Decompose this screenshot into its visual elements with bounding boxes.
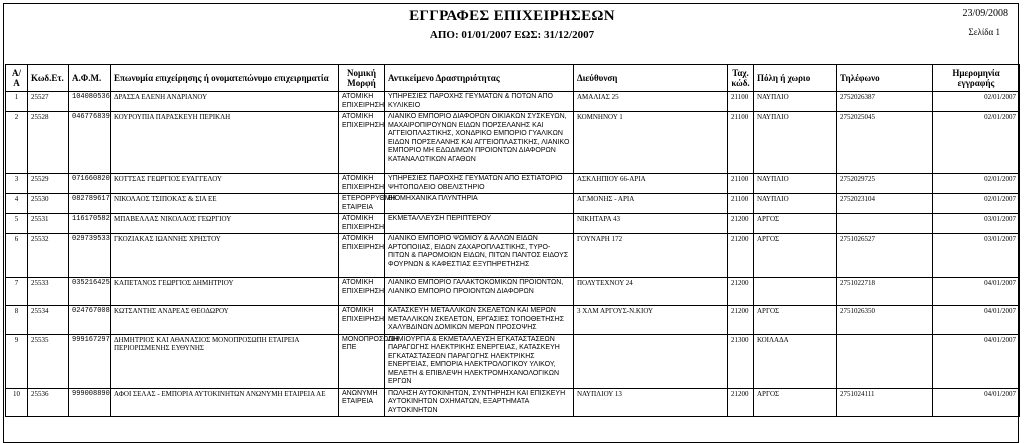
cell-aa: 9 bbox=[6, 334, 28, 388]
cell-address: ΑΓ.ΜΟΝΗΣ - ΑΡΙΑ bbox=[574, 194, 728, 214]
table-row bbox=[6, 388, 1020, 417]
cell-code: 25530 bbox=[28, 194, 69, 214]
col-header-aa: Α/Α bbox=[6, 65, 28, 92]
cell-name: ΚΟΤΤΣΑΣ ΓΕΩΡΓΙΟΣ ΕΥΑΓΓΕΛΟΥ bbox=[111, 174, 339, 194]
cell-activity: ΛΙΑΝΙΚΟ ΕΜΠΟΡΙΟ ΓΑΛΑΚΤΟΚΟΜΙΚΩΝ ΠΡΟΙΟΝΤΩΝ, ΛΙΑΝΙΚΟ ΕΜΠΟΡΙΟ ΠΡΟΙΟΝΤΩΝ ΔΙΑΦΟΡΩΝ bbox=[385, 278, 574, 306]
cell-activity: ΔΗΜΙΟΥΡΓΙΑ & ΕΚΜΕΤΑΛΛΕΥΣΗ ΕΓΚΑΤΑΣΤΑΣΕΩΝ ΠΑΡΑΓΩΓΗΣ ΗΛΕΚΤΡΙΚΗΣ ΕΝΕΡΓΕΙΑΣ, ΚΑΤΑΣΚΕΥΗ ΕΓΚΑΤΑΣΤΑΣΕΩΝ ΠΑΡΑΓΩΓΗΣ ΗΛΕΚΤΡΙΚΗΣ ΕΝΕΡΓΕΙΑΣ, ΕΜΠΟΡΙΑ ΗΛΕΚΤΡΟΛΟΓΙΚΟΥ ΥΛΙΚΟΥ, ΜΕΛΕΤΗ & ΕΠΙΒΛΕΨΗ ΗΛΕΚΤΡΟΜΗΧΑΝΟΛΟΓΙΚΩΝ ΕΡΓΩΝ bbox=[385, 334, 574, 388]
cell-aa: 2 bbox=[6, 112, 28, 174]
col-header-activity: Αντικείμενο Δραστηριότητας bbox=[385, 65, 574, 92]
report-date-range: ΑΠΟ: 01/01/2007 ΕΩΣ: 31/12/2007 bbox=[429, 29, 595, 41]
col-header-phone: Τηλέφωνο bbox=[837, 65, 933, 92]
cell-activity: ΥΠΗΡΕΣΙΕΣ ΠΑΡΟΧΗΣ ΓΕΥΜΑΤΩΝ & ΠΟΤΩΝ ΑΠΟ ΚΥΛΙΚΕΙΟ bbox=[385, 92, 574, 112]
cell-aa: 7 bbox=[6, 278, 28, 306]
cell-afm: 024767008 bbox=[69, 306, 111, 335]
cell-zip: 21200 bbox=[728, 278, 754, 306]
cell-name: ΚΟΥΡΟΥΠΙΑ ΠΑΡΑΣΚΕΥΗ ΠΕΡΙΚΛΗ bbox=[111, 112, 339, 174]
col-header-zip: Ταχ. κώδ. bbox=[728, 65, 754, 92]
cell-address: ΓΟΥΝΑΡΗ 172 bbox=[574, 234, 728, 278]
cell-name: ΓΚΟΖΙΑΚΑΣ ΙΩΑΝΝΗΣ ΧΡΗΣΤΟΥ bbox=[111, 234, 339, 278]
cell-address: ΚΟΜΝΗΝΟΥ 1 bbox=[574, 112, 728, 174]
cell-phone: 2751026527 bbox=[837, 234, 933, 278]
cell-code: 25534 bbox=[28, 306, 69, 335]
cell-legal-form: ΜΟΝΟΠΡΟΣΩΠΗ ΕΠΕ bbox=[339, 334, 385, 388]
cell-zip: 21100 bbox=[728, 194, 754, 214]
cell-address: ΑΣΚΛΗΠΙΟΥ 66-ΑΡΙΑ bbox=[574, 174, 728, 194]
cell-address: 3 ΧΛΜ ΑΡΓΟΥΣ-Ν.ΚΙΟΥ bbox=[574, 306, 728, 335]
cell-legal-form: ΑΤΟΜΙΚΗ ΕΠΙΧΕΙΡΗΣΗ bbox=[339, 234, 385, 278]
cell-code: 25532 bbox=[28, 234, 69, 278]
cell-activity: ΛΙΑΝΙΚΟ ΕΜΠΟΡΙΟ ΔΙΑΦΟΡΩΝ ΟΙΚΙΑΚΩΝ ΣΥΣΚΕΥΩΝ, ΜΑΧΑΙΡΟΠΙΡΟΥΝΩΝ ΕΙΔΩΝ ΠΟΡΣΕΛΑΝΗΣ ΚΑΙ ΑΓΓΕΙΟΠΛΑΣΤΙΚΗΣ, ΧΟΝΔΡΙΚΟ ΕΜΠΟΡΙΟ ΓΥΑΛΙΚΩΝ ΕΙΔΩΝ ΠΟΡΣΕΛΑΝΗΣ ΚΑΙ ΑΓΓΕΙΟΠΛΑΣΤΙΚΗΣ, ΛΙΑΝΙΚΟ ΕΜΠΟΡΙΟ ΜΗ ΕΔΩΔΙΜΩΝ ΠΡΟΙΟΝΤΩΝ ΔΙΑΦΟΡΩΝ ΚΑΤΑΝΑΛΩΤΙΚΩΝ ΑΓΑΘΩΝ bbox=[385, 112, 574, 174]
cell-aa: 8 bbox=[6, 306, 28, 335]
cell-legal-form: ΕΤΕΡΟΡΡΥΘΜΗ ΕΤΑΙΡΕΙΑ bbox=[339, 194, 385, 214]
cell-legal-form: ΑΤΟΜΙΚΗ ΕΠΙΧΕΙΡΗΣΗ bbox=[339, 306, 385, 335]
table-row bbox=[6, 214, 1020, 234]
cell-registration-date: 04/01/2007 bbox=[933, 278, 1020, 306]
cell-address: ΝΙΚΗΤΑΡΑ 43 bbox=[574, 214, 728, 234]
cell-afm: 035216425 bbox=[69, 278, 111, 306]
cell-activity: ΒΙΟΜΗΧΑΝΙΚΑ ΠΛΥΝΤΗΡΙΑ bbox=[385, 194, 574, 214]
col-header-city: Πόλη ή χωριο bbox=[754, 65, 837, 92]
cell-city: ΑΡΓΟΣ bbox=[754, 306, 837, 335]
cell-city: ΑΡΓΟΣ bbox=[754, 214, 837, 234]
cell-zip: 21200 bbox=[728, 388, 754, 417]
cell-zip: 21300 bbox=[728, 334, 754, 388]
cell-zip: 21100 bbox=[728, 112, 754, 174]
table-row bbox=[6, 112, 1020, 174]
cell-phone: 2752023104 bbox=[837, 194, 933, 214]
cell-registration-date: 02/01/2007 bbox=[933, 194, 1020, 214]
cell-address: ΝΑΥΠΛΙΟΥ 13 bbox=[574, 388, 728, 417]
cell-name: ΚΩΤΣΑΝΤΗΣ ΑΝΔΡΕΑΣ ΘΕΟΔΩΡΟΥ bbox=[111, 306, 339, 335]
cell-phone bbox=[837, 214, 933, 234]
table-row bbox=[6, 194, 1020, 214]
cell-city: ΝΑΥΠΛΙΟ bbox=[754, 174, 837, 194]
cell-legal-form: ΑΤΟΜΙΚΗ ΕΠΙΧΕΙΡΗΣΗ bbox=[339, 112, 385, 174]
cell-name: ΔΗΜΗΤΡΙΟΣ ΚΑΙ ΑΘΑΝΑΣΙΟΣ ΜΟΝΟΠΡΟΣΩΠΗ ΕΤΑΙΡΕΙΑ ΠΕΡΙΟΡΙΣΜΕΝΗΣ ΕΥΘΥΝΗΣ bbox=[111, 334, 339, 388]
cell-legal-form: ΑΤΟΜΙΚΗ ΕΠΙΧΕΙΡΗΣΗ bbox=[339, 92, 385, 112]
cell-city: ΚΟΙΛΑΔΑ bbox=[754, 334, 837, 388]
cell-city: ΑΡΓΟΣ bbox=[754, 388, 837, 417]
cell-afm: 071660820 bbox=[69, 174, 111, 194]
cell-registration-date: 02/01/2007 bbox=[933, 112, 1020, 174]
cell-registration-date: 04/01/2007 bbox=[933, 334, 1020, 388]
cell-phone: 2751022718 bbox=[837, 278, 933, 306]
cell-afm: 116170582 bbox=[69, 214, 111, 234]
col-header-address: Διεύθυνση bbox=[574, 65, 728, 92]
cell-legal-form: ΑΤΟΜΙΚΗ ΕΠΙΧΕΙΡΗΣΗ bbox=[339, 174, 385, 194]
cell-phone: 2751026350 bbox=[837, 306, 933, 335]
cell-registration-date: 03/01/2007 bbox=[933, 214, 1020, 234]
table-body bbox=[6, 92, 1020, 417]
cell-city: ΝΑΥΠΛΙΟ bbox=[754, 194, 837, 214]
cell-afm: 999167297 bbox=[69, 334, 111, 388]
cell-afm: 029739533 bbox=[69, 234, 111, 278]
cell-aa: 10 bbox=[6, 388, 28, 417]
cell-afm: 046776839 bbox=[69, 112, 111, 174]
cell-phone: 2751024111 bbox=[837, 388, 933, 417]
cell-phone: 2752026387 bbox=[837, 92, 933, 112]
cell-zip: 21200 bbox=[728, 234, 754, 278]
col-header-legal-form: Νομική Μορφή bbox=[339, 65, 385, 92]
cell-afm: 104080536 bbox=[69, 92, 111, 112]
cell-legal-form: ΑΝΩΝΥΜΗ ΕΤΑΙΡΕΙΑ bbox=[339, 388, 385, 417]
cell-aa: 1 bbox=[6, 92, 28, 112]
col-header-registration-date: Ημερομηνία εγγραφής bbox=[933, 65, 1020, 92]
cell-code: 25535 bbox=[28, 334, 69, 388]
cell-activity: ΛΙΑΝΙΚΟ ΕΜΠΟΡΙΟ ΨΩΜΙΟΥ & ΑΛΛΩΝ ΕΙΔΩΝ ΑΡΤΟΠΟΙΙΑΣ, ΕΙΔΩΝ ΖΑΧΑΡΟΠΛΑΣΤΙΚΗΣ, ΤΥΡΟ-ΠΙΤΩΝ & ΠΑΡΟΜΟΙΩΝ ΕΙΔΩΝ, ΠΙΤΩΝ ΠΑΝΤΟΣ ΕΙΔΟΥΣ ΦΟΥΡΝΩΝ & ΚΑΦΕΣΤΙΑΣ ΕΞΥΠΗΡΕΤΗΣΗΣ bbox=[385, 234, 574, 278]
cell-code: 25536 bbox=[28, 388, 69, 417]
page-number: Σελίδα 1 bbox=[968, 27, 1000, 37]
cell-zip: 21200 bbox=[728, 306, 754, 335]
cell-city: ΝΑΥΠΛΙΟ bbox=[754, 112, 837, 174]
cell-registration-date: 02/01/2007 bbox=[933, 174, 1020, 194]
cell-name: ΝΙΚΟΛΑΟΣ ΤΣΙΠΟΚΑΣ & ΣΙΑ ΕΕ bbox=[111, 194, 339, 214]
cell-aa: 4 bbox=[6, 194, 28, 214]
cell-name: ΚΑΠΕΤΑΝΟΣ ΓΕΩΡΓΙΟΣ ΔΗΜΗΤΡΙΟΥ bbox=[111, 278, 339, 306]
cell-aa: 6 bbox=[6, 234, 28, 278]
col-header-code: Κωδ.Ετ. bbox=[28, 65, 69, 92]
cell-city: ΝΑΥΠΛΙΟ bbox=[754, 92, 837, 112]
report-title: ΕΓΓΡΑΦΕΣ ΕΠΙΧΕΙΡΗΣΕΩΝ bbox=[409, 8, 615, 24]
cell-code: 25529 bbox=[28, 174, 69, 194]
cell-code: 25528 bbox=[28, 112, 69, 174]
table-row bbox=[6, 278, 1020, 306]
cell-address bbox=[574, 334, 728, 388]
table-row bbox=[6, 334, 1020, 388]
cell-address: ΠΟΛΥΤΕΧΝΟΥ 24 bbox=[574, 278, 728, 306]
col-header-afm: Α.Φ.Μ. bbox=[69, 65, 111, 92]
cell-name: ΑΦΟΙ ΣΕΛΑΣ - ΕΜΠΟΡΙΑ ΑΥΤΟΚΙΝΗΤΩΝ ΑΝΩΝΥΜΗ ΕΤΑΙΡΕΙΑ ΑΕ bbox=[111, 388, 339, 417]
cell-registration-date: 04/01/2007 bbox=[933, 388, 1020, 417]
cell-afm: 082789617 bbox=[69, 194, 111, 214]
cell-city bbox=[754, 278, 837, 306]
cell-registration-date: 04/01/2007 bbox=[933, 306, 1020, 335]
table-row bbox=[6, 174, 1020, 194]
print-date: 23/09/2008 bbox=[962, 8, 1008, 19]
cell-zip: 21100 bbox=[728, 174, 754, 194]
cell-aa: 3 bbox=[6, 174, 28, 194]
cell-afm: 999008890 bbox=[69, 388, 111, 417]
cell-legal-form: ΑΤΟΜΙΚΗ ΕΠΙΧΕΙΡΗΣΗ bbox=[339, 278, 385, 306]
table-header-row bbox=[6, 65, 1020, 92]
cell-activity: ΕΚΜΕΤΑΛΛΕΥΣΗ ΠΕΡΙΠΤΕΡΟΥ bbox=[385, 214, 574, 234]
cell-address: ΑΜΑΛΙΑΣ 25 bbox=[574, 92, 728, 112]
col-header-name: Επωνυμία επιχείρησης ή ονοματεπώνυμο επιχειρηματία bbox=[111, 65, 339, 92]
cell-phone: 2752029725 bbox=[837, 174, 933, 194]
cell-aa: 5 bbox=[6, 214, 28, 234]
cell-activity: ΥΠΗΡΕΣΙΕΣ ΠΑΡΟΧΗΣ ΓΕΥΜΑΤΩΝ ΑΠΟ ΕΣΤΙΑΤΟΡΙΟ ΨΗΤΟΠΩΛΕΙΟ ΟΒΕΛΙΣΤΗΡΙΟ bbox=[385, 174, 574, 194]
table-row bbox=[6, 234, 1020, 278]
cell-activity: ΠΩΛΗΣΗ ΑΥΤΟΚΙΝΗΤΩΝ, ΣΥΝΤΗΡΗΣΗ ΚΑΙ ΕΠΙΣΚΕΥΗ ΑΥΤΟΚΙΝΗΤΩΝ ΟΧΗΜΑΤΩΝ, ΕΞΑΡΤΗΜΑΤΑ ΑΥΤΟΚΙΝΗΤΩΝ bbox=[385, 388, 574, 417]
cell-activity: ΚΑΤΑΣΚΕΥΗ ΜΕΤΑΛΛΙΚΩΝ ΣΚΕΛΕΤΩΝ ΚΑΙ ΜΕΡΩΝ ΜΕΤΑΛΛΙΚΩΝ ΣΚΕΛΕΤΩΝ, ΕΡΓΑΣΙΕΣ ΤΟΠΟΘΕΤΗΣΗΣ ΧΑΛΥΒΔΙΝΩΝ ΔΟΜΙΚΩΝ ΜΕΡΩΝ ΠΡΟΣΟΨΗΣ bbox=[385, 306, 574, 335]
table-row bbox=[6, 306, 1020, 335]
cell-registration-date: 02/01/2007 bbox=[933, 92, 1020, 112]
cell-code: 25531 bbox=[28, 214, 69, 234]
cell-zip: 21100 bbox=[728, 92, 754, 112]
table-row bbox=[6, 92, 1020, 112]
cell-city: ΑΡΓΟΣ bbox=[754, 234, 837, 278]
cell-phone bbox=[837, 334, 933, 388]
cell-registration-date: 03/01/2007 bbox=[933, 234, 1020, 278]
cell-zip: 21200 bbox=[728, 214, 754, 234]
cell-name: ΜΠΑΒΕΛΛΑΣ ΝΙΚΟΛΑΟΣ ΓΕΩΡΓΙΟΥ bbox=[111, 214, 339, 234]
cell-code: 25533 bbox=[28, 278, 69, 306]
cell-legal-form: ΑΤΟΜΙΚΗ ΕΠΙΧΕΙΡΗΣΗ bbox=[339, 214, 385, 234]
cell-name: ΔΡΑΣΣΑ ΕΛΕΝΗ ΑΝΔΡΙΑΝΟΥ bbox=[111, 92, 339, 112]
cell-code: 25527 bbox=[28, 92, 69, 112]
cell-phone: 2752025045 bbox=[837, 112, 933, 174]
registrations-table bbox=[5, 64, 1020, 417]
